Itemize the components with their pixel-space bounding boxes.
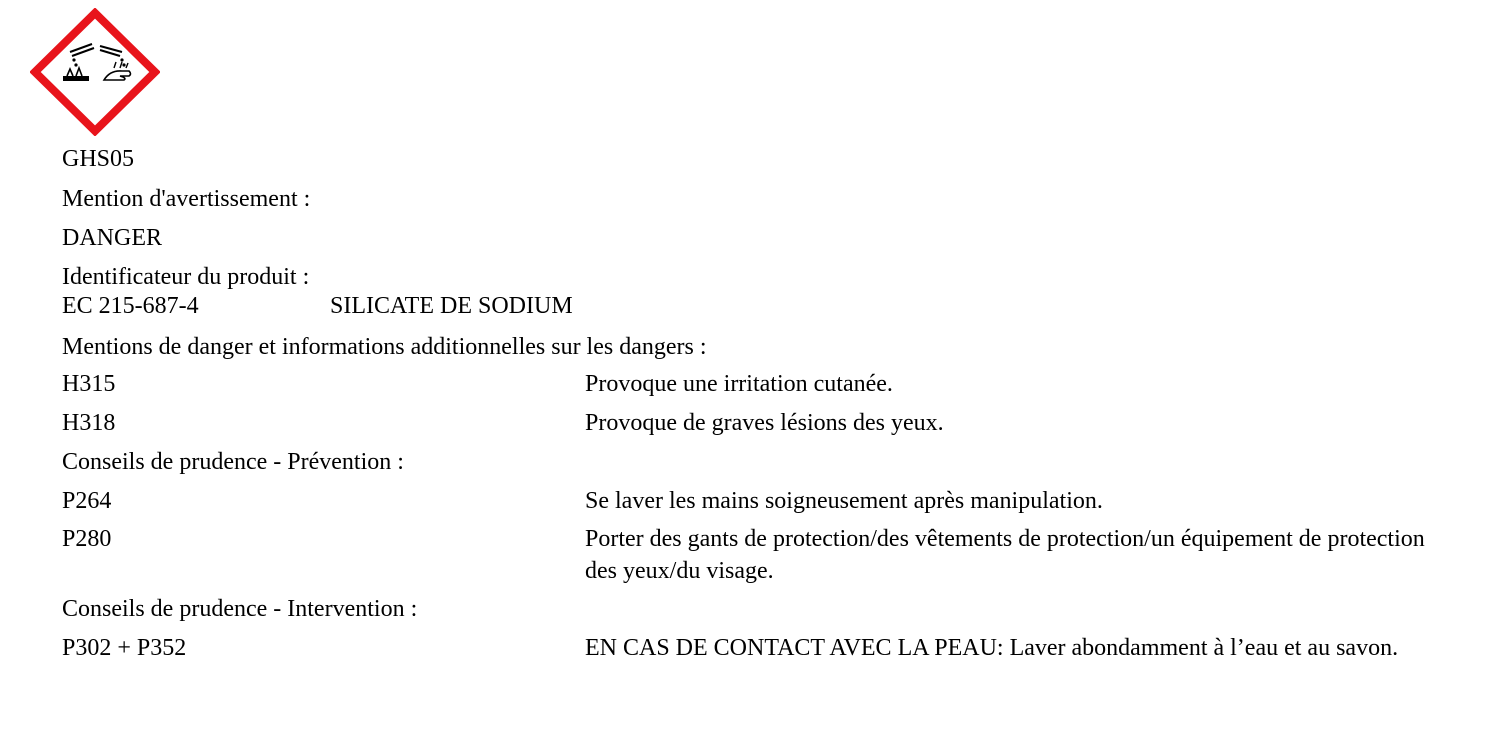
response-code: P302 + P352 (62, 635, 187, 661)
hazard-statements-label: Mentions de danger et informations additionnelles sur les dangers : (62, 334, 707, 360)
hazard-text: Provoque de graves lésions des yeux. (585, 410, 944, 436)
product-name: SILICATE DE SODIUM (330, 293, 573, 319)
hazard-code: H315 (62, 371, 116, 397)
prevention-label: Conseils de prudence - Prévention : (62, 449, 404, 475)
prevention-text: Porter des gants de protection/des vêtements de protection/un équipement de protection des yeux/du visage. (585, 526, 1425, 584)
product-identifier-label: Identificateur du produit : (62, 264, 310, 290)
prevention-code: P280 (62, 526, 112, 552)
prevention-code: P264 (62, 488, 112, 514)
hazard-text: Provoque une irritation cutanée. (585, 371, 893, 397)
ec-number: EC 215-687-4 (62, 293, 199, 319)
ghs-code: GHS05 (62, 146, 135, 172)
prevention-text: Se laver les mains soigneusement après manipulation. (585, 488, 1103, 514)
hazard-code: H318 (62, 410, 116, 436)
response-text: EN CAS DE CONTACT AVEC LA PEAU: Laver abondamment à l’eau et au savon. (585, 635, 1399, 661)
ghs05-corrosive-icon (30, 8, 160, 136)
response-label: Conseils de prudence - Intervention : (62, 596, 418, 622)
signal-word: DANGER (62, 225, 162, 251)
signal-word-label: Mention d'avertissement : (62, 186, 311, 212)
